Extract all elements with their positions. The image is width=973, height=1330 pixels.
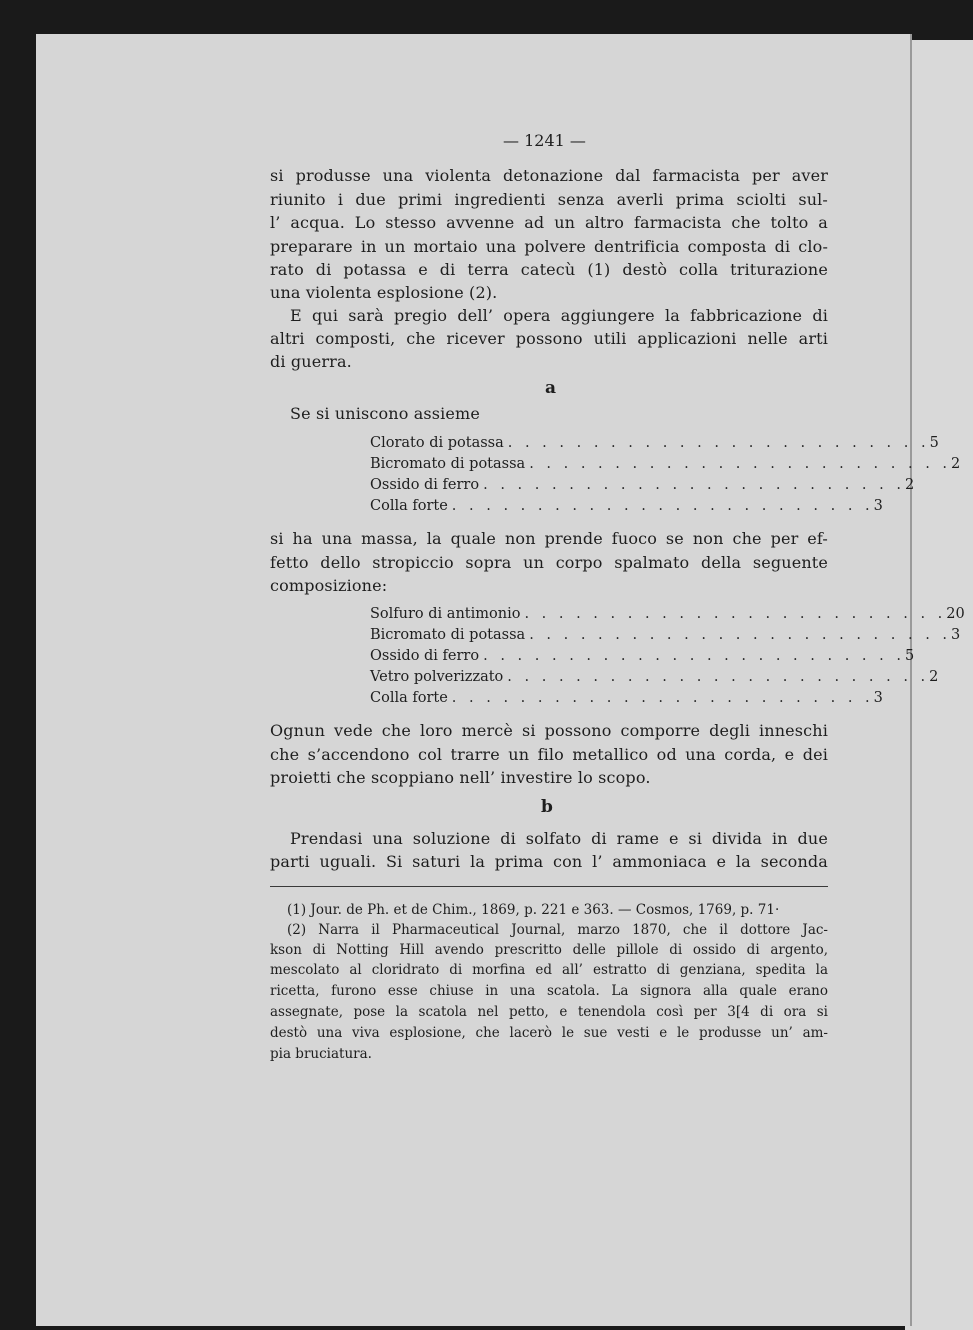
- recipe-row: [370, 669, 939, 689]
- body-line: si produsse una violenta detonazione dal farmacista per aver: [270, 166, 828, 185]
- body-line: rato di potassa e di terra catecù (1) destò colla triturazione: [270, 260, 828, 279]
- ingredient-name: Colla forte: [370, 498, 448, 514]
- leader-dots: . . . . . . . . . . . . . . . . . . . . . . . . .: [451, 498, 874, 514]
- leader-dots: . . . . . . . . . . . . . . . . . . . . . . . . .: [451, 690, 874, 706]
- footnote-line: mescolato al cloridrato di morfina ed all’ estratto di genziana, spedita la: [270, 962, 828, 978]
- footnote-line: kson di Notting Hill avendo prescritto delle pillole di ossido di argento,: [270, 942, 828, 958]
- footnote-divider: [270, 886, 828, 887]
- leader-dots: . . . . . . . . . . . . . . . . . . . . . . . . .: [507, 669, 930, 685]
- body-line: che s’accendono col trarre un filo metallico od una corda, e dei: [270, 745, 828, 764]
- leader-dots: . . . . . . . . . . . . . . . . . . . . . . . . .: [483, 648, 905, 664]
- recipe-row: [370, 456, 961, 476]
- ingredient-qty: 5: [929, 435, 939, 451]
- leader-dots: . . . . . . . . . . . . . . . . . . . . . . . . .: [529, 627, 952, 643]
- recipe-row: [370, 477, 915, 497]
- ingredient-name: Solfuro di antimonio: [370, 606, 521, 622]
- body-line: riunito i due primi ingredienti senza averli prima sciolti sul-: [270, 190, 828, 209]
- leader-dots: . . . . . . . . . . . . . . . . . . . . . . . . .: [529, 456, 952, 472]
- body-line: fetto dello stropiccio sopra un corpo spalmato della seguente: [270, 553, 828, 572]
- ingredient-name: Ossido di ferro: [370, 648, 480, 664]
- footnote-line: assegnate, pose la scatola nel petto, e tenendola così per 3[4 di ora si: [270, 1004, 828, 1020]
- page-number: — 1241 —: [503, 131, 586, 150]
- body-line: si ha una massa, la quale non prende fuoco se non che per ef-: [270, 529, 828, 548]
- section-letter-b: b: [541, 797, 553, 817]
- body-line: una violenta esplosione (2).: [270, 283, 498, 302]
- ingredient-name: Bicromato di potassa: [370, 627, 526, 643]
- footnote-line: destò una viva esplosione, che lacerò le sue vesti e le produsse un’ am-: [270, 1025, 828, 1041]
- body-line: di guerra.: [270, 352, 352, 371]
- footnote-line: (2) Narra il Pharmaceutical Journal, marzo 1870, che il dottore Jac-: [287, 922, 828, 938]
- section-intro: Se si uniscono assieme: [290, 404, 480, 423]
- body-line: preparare in un mortaio una polvere dentrificia composta di clo-: [270, 237, 828, 256]
- ingredient-qty: 3: [951, 627, 961, 643]
- body-line: l’ acqua. Lo stesso avvenne ad un altro farmacista che tolto a: [270, 213, 828, 232]
- footnote-line: pia bruciatura.: [270, 1046, 372, 1062]
- ingredient-qty: 20: [946, 606, 965, 622]
- ingredient-qty: 3: [873, 498, 883, 514]
- leader-dots: . . . . . . . . . . . . . . . . . . . . . . . . .: [507, 435, 930, 451]
- body-line: composizione:: [270, 576, 388, 595]
- body-line: Ognun vede che loro mercè si possono comporre degli inneschi: [270, 721, 828, 740]
- body-line: parti uguali. Si saturi la prima con l’ ammoniaca e la seconda: [270, 852, 828, 871]
- body-line: altri composti, che ricever possono utili applicazioni nelle arti: [270, 329, 828, 348]
- recipe-row: [370, 498, 883, 518]
- recipe-row: [370, 690, 883, 710]
- footnote-line: (1) Jour. de Ph. et de Chim., 1869, p. 221 e 363. — Cosmos, 1769, p. 71·: [287, 902, 780, 918]
- ingredient-name: Bicromato di potassa: [370, 456, 526, 472]
- ingredient-qty: 5: [904, 648, 915, 664]
- recipe-row: [370, 606, 965, 626]
- ingredient-name: Vetro polverizzato: [370, 669, 504, 685]
- ingredient-name: Ossido di ferro: [370, 477, 480, 493]
- body-line: E qui sarà pregio dell’ opera aggiungere la fabbricazione di: [290, 306, 828, 325]
- body-line: proietti che scoppiano nell’ investire lo scopo.: [270, 768, 651, 787]
- leader-dots: . . . . . . . . . . . . . . . . . . . . . . . . .: [524, 606, 947, 622]
- leader-dots: . . . . . . . . . . . . . . . . . . . . . . . . .: [483, 477, 905, 493]
- recipe-row: [370, 627, 961, 647]
- ingredient-name: Colla forte: [370, 690, 448, 706]
- footnote-line: ricetta, furono esse chiuse in una scatola. La signora alla quale erano: [270, 983, 828, 999]
- ingredient-qty: 2: [904, 477, 915, 493]
- adjacent-page-edge: [905, 40, 973, 1330]
- body-line: Prendasi una soluzione di solfato di rame e si divida in due: [290, 829, 828, 848]
- ingredient-qty: 3: [873, 690, 883, 706]
- ingredient-name: Clorato di potassa: [370, 435, 504, 451]
- ingredient-qty: 2: [951, 456, 961, 472]
- recipe-row: [370, 435, 939, 455]
- recipe-row: [370, 648, 915, 668]
- ingredient-qty: 2: [929, 669, 939, 685]
- section-letter-a: a: [545, 378, 557, 398]
